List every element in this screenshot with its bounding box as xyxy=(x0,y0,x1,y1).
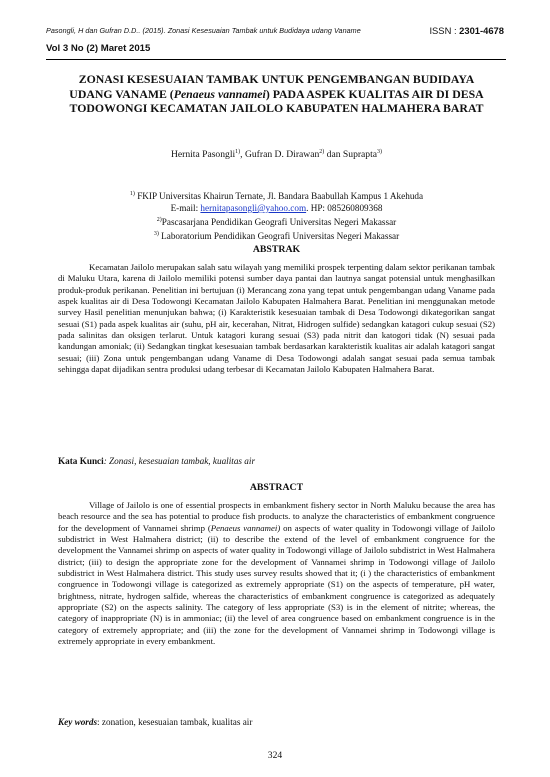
abstract-species: Penaeus vannamei) xyxy=(210,522,281,533)
phone-text: . HP: 085260809368 xyxy=(306,203,383,213)
abstrak-heading: ABSTRAK xyxy=(252,244,301,255)
key-words xyxy=(58,717,495,727)
affil-2-text: Pascasarjana Pendidikan Geografi Universitas Negeri Makassar xyxy=(161,217,397,227)
affil-1-text: FKIP Universitas Khairun Ternate, Jl. Bandara Baabullah Kampus 1 Akehuda xyxy=(134,191,424,201)
contact-line xyxy=(58,202,495,214)
page-number: 324 xyxy=(267,750,283,761)
email-link[interactable]: hernitapasongli@yahoo.com xyxy=(200,203,307,213)
abstrak-text: Kecamatan Jailolo merupakan salah satu wilayah yang memiliki prospek terpenting dalam sektor perikanan tambak di Maluku Utara, karena di Jailolo memiliki potensi sumber daya pantai dan lautnya sangat potensial untuk menghasilkan produk-produk perikanan. Penelitian ini bertujuan (i) Merancang zona yang tepat untuk pengembangan udang Vaname pada aspek kualitas air di Desa Todowongi Kecamatan Jailolo Kabupaten Halmahera Barat. Penelitian ini menggunakan metode survey Hasil penelitian menunjukan bahwa; (i) Karakteristik kesesuaian tambak di Desa Todowongi dikategorikan sangat sesuai (S1) pada aspek kualitas air (suhu, pH air, kecerahan, Nitrat, Hidrogen sulfide) sedangkan katagori cukup sesuai (S2) pada salinitas dan oksigen terlarut. Untuk katagori kurang sesuai (S3) pada nitrit dan katogori tidak (N) sesuai pada kandungan amoniak; (ii) Sedangkan tingkat kesesuaian tambak berdasarkan karakteristik kualitas air adalah katagori sangat sesuai; (iii) Zona untuk pengembangan udang Vaname di Desa Todowongi adalah sangat sesuai pada semua tambak sehingga dapat dijadikan sentra produksi udang terbesar di Kecamatan Jailolo Kabupaten Halmahera Barat. xyxy=(58,262,495,375)
key-words-label: Key words xyxy=(58,717,98,727)
key-words-values: : zonation, kesesuaian tambak, kualitas air xyxy=(97,717,253,727)
affiliations xyxy=(58,188,495,242)
abstract-text xyxy=(58,500,495,647)
header-rule xyxy=(46,59,506,60)
author-list xyxy=(58,149,495,160)
abstract-text-part1: Village of Jailolo is one of essential prospects in embankment fishery sector in North Maluku because the area has beach resource and the sea has potential to produce fish products. to analyze the characteristics of embankment congruence for the development of Vannamei shrimp ( xyxy=(58,500,495,533)
title-species: Penaeus vannamei xyxy=(173,86,266,101)
issn xyxy=(429,25,504,36)
title-part1: ZONASI KESESUAIAN TAMBAK UNTUK PENGEMBANGAN BUDIDAYA UDANG VANAME ( xyxy=(69,72,475,101)
abstract-text-part2: on aspects of water quality in Todowongi village of Jailolo subdistrict in West Halmahera district; (ii) to describe the extend of the level of embankment congruence for the development the Vannamei shrimp on aspects of water quality in Todowongi village of Jailolo subdistrict in West Halmahera district; (iii) to design the appropriate zone for the development of Vannamei shrimp in Todowongi village of Jailolo subdistrict in West Halmahera district. This study uses survey results showed that it; (i ) the characteristics of embankment congruence in Todowongi village is categorized as extremely appropriate (S1) on the aspects of temperature, pH water, brightness, nitrate, hydrogen salfide, whereas the characteristics of embankment congruence is categorized as adequately appropriate (S2) on the aspects salinity. The category of less appropriate (S3) is in the element of nitrite; whereas, the category of inappropriate (N) is in ammoniac; (ii) the level of area congruence based on embankment congruence is in the category of extremely appropriate; and (iii) the zone for the development of Vannamei shrimp in Todowongi village is extremely appropriate in every embankment. xyxy=(58,522,495,647)
author-1-sup: 1) xyxy=(235,149,241,155)
kata-kunci-values: : Zonasi, kesesuaian tambak, kualitas air xyxy=(103,456,256,466)
author-1: Hernita Pasongli xyxy=(170,149,236,160)
abstract-heading: ABSTRACT xyxy=(249,482,304,493)
author-3: dan Suprapta xyxy=(324,149,378,160)
issn-number: 2301-4678 xyxy=(459,25,504,36)
email-label: E-mail: xyxy=(170,203,201,213)
author-2-sup: 2) xyxy=(319,149,325,155)
author-3-sup: 3) xyxy=(377,149,383,155)
affil-3-text: Laboratorium Pendidikan Geografi Universitas Negeri Makassar xyxy=(158,231,400,241)
kata-kunci-label: Kata Kunci xyxy=(58,456,104,466)
author-2: , Gufran D. Dirawan xyxy=(240,149,320,160)
running-header-citation: Pasongli, H dan Gufran D.D.. (2015). Zonasi Kesesuaian Tambak untuk Budidaya udang Vaname xyxy=(46,26,361,35)
affiliation-3 xyxy=(58,228,495,242)
volume-info: Vol 3 No (2) Maret 2015 xyxy=(46,43,151,54)
affil-1-sup: 1) xyxy=(129,191,135,197)
title-part2: ) PADA ASPEK KUALITAS AIR DI DESA TODOWONGI KECAMATAN JAILOLO KABUPATEN HALMAHERA BARAT xyxy=(69,86,484,115)
affiliation-1 xyxy=(58,188,495,202)
kata-kunci xyxy=(58,456,495,466)
affil-2-sup: 2) xyxy=(156,217,162,223)
affil-3-sup: 3) xyxy=(153,231,159,237)
affiliation-2 xyxy=(58,214,495,228)
issn-label: ISSN : xyxy=(429,25,460,36)
paper-title xyxy=(58,72,495,116)
